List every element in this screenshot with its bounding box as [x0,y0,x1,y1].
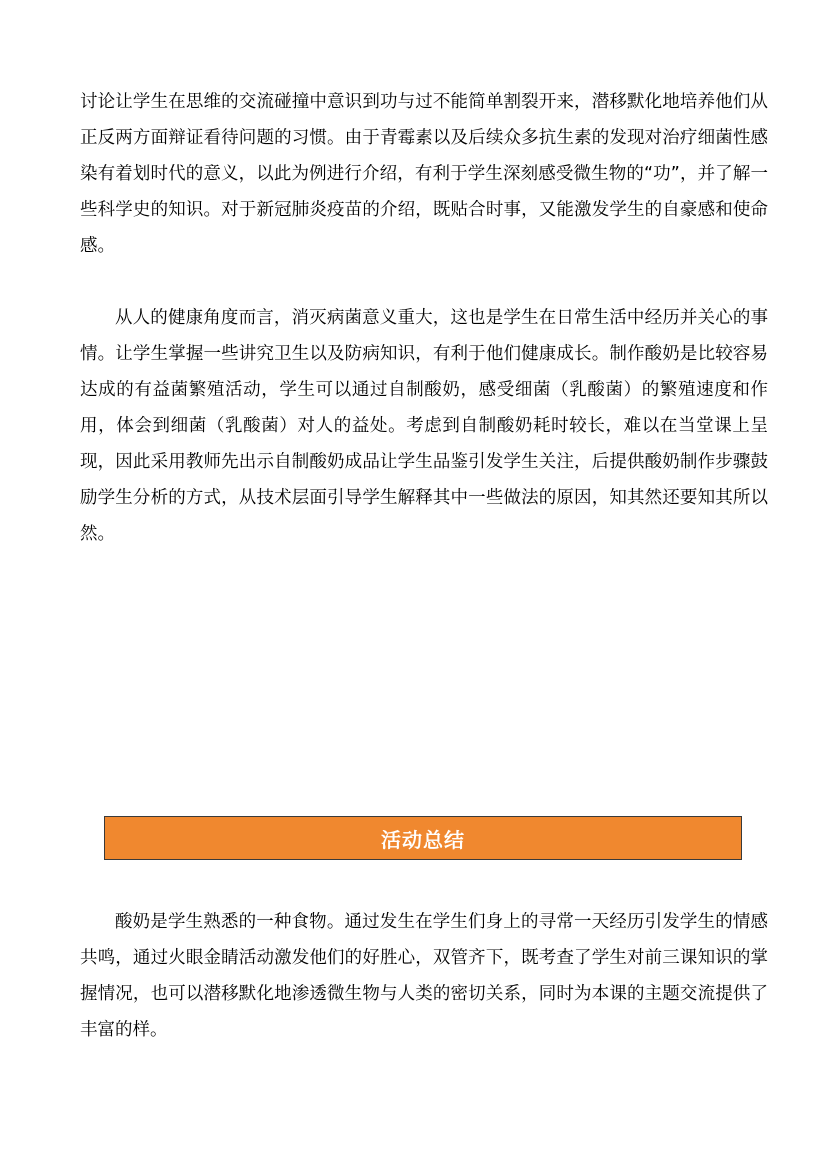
summary-paragraph: 酸奶是学生熟悉的一种食物。通过发生在学生们身上的寻常一天经历引发学生的情感共鸣，通过火眼金睛活动激发他们的好胜心，双管齐下，既考查了学生对前三课知识的掌握情况，也可以潜移默化地渗透微生物与人类的密切关系，同时为本课的主题交流提供了丰富的样。 [80,912,768,1040]
body-paragraph-2: 从人的健康角度而言，消灭病菌意义重大，这也是学生在日常生活中经历并关心的事情。让学生掌握一些讲究卫生以及防病知识，有利于他们健康成长。制作酸奶是比较容易达成的有益菌繁殖活动，学生可以通过自制酸奶，感受细菌（乳酸菌）的繁殖速度和作用，体会到细菌（乳酸菌）对人的益处。考虑到自制酸奶耗时较长，难以在当堂课上呈现，因此采用教师先出示自制酸奶成品让学生品鉴引发学生关注，后提供酸奶制作步骤鼓励学生分析的方式，从技术层面引导学生解释其中一些做法的原因，知其然还要知其所以然。 [80,308,768,544]
section-banner [104,816,742,860]
section-title: 活动总结 [381,827,465,852]
body-paragraph-1: 讨论让学生在思维的交流碰撞中意识到功与过不能简单割裂开来，潜移默化地培养他们从正反两方面辩证看待问题的习惯。由于青霉素以及后续众多抗生素的发现对治疗细菌性感染有着划时代的意义，以此为例进行介绍，有利于学生深刻感受微生物的“功”，并了解一些科学史的知识。对于新冠肺炎疫苗的介绍，既贴合时事，又能激发学生的自豪感和使命感。 [80,92,768,256]
